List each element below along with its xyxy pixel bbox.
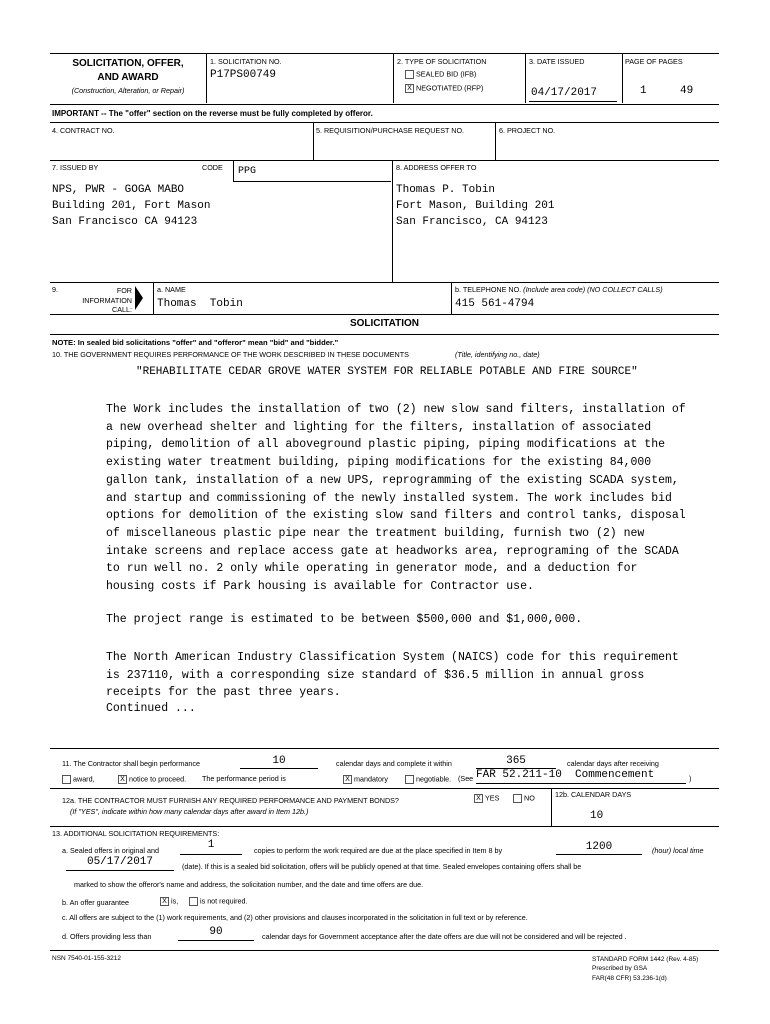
underline: [556, 854, 642, 855]
complete-label: calendar days and complete it within: [336, 759, 452, 768]
is-checkbox[interactable]: X: [160, 897, 169, 906]
nsn-number: NSN 7540-01-155-3212: [52, 955, 122, 962]
paragraph-line: intake screens and replace access gate at headworks area, reprograming of the SCADA: [106, 544, 679, 558]
copies-count[interactable]: 1: [207, 839, 215, 851]
paragraph-line: is 237110, with a corresponding size standard of $36.5 million in annual gross: [106, 668, 645, 682]
divider: [153, 282, 154, 314]
arrow-right-icon: [135, 286, 143, 310]
continued-note: Continued ...: [106, 702, 196, 715]
paragraph-line: housing costs if Park housing is available for Contractor use.: [106, 580, 534, 594]
item10-label: 10. THE GOVERNMENT REQUIRES PERFORMANCE OF THE WORK DESCRIBED IN THESE DOCUMENTS: [52, 350, 409, 359]
contract-no-label: 4. CONTRACT NO.: [52, 126, 115, 135]
paragraph-line: and startup and commissioning of the newly installed system. The work includes bid: [106, 491, 672, 505]
see-reference[interactable]: FAR 52.211-10 Commencement: [476, 769, 655, 781]
period-label: The performance period is: [202, 774, 286, 783]
divider: [392, 160, 393, 282]
paragraph-line: a new overhead shelter and lighting for the filters, installation of associated: [106, 420, 652, 434]
paragraph-line: to run well no. 2 only while operating in generator mode, and a deduction for: [106, 562, 638, 576]
negotiable-checkbox[interactable]: [405, 775, 414, 784]
divider: [525, 53, 526, 103]
page-of-pages-label: PAGE OF PAGES: [625, 57, 683, 66]
acceptance-text: calendar days for Government acceptance after the date offers are due will not be considered and will be rejected .: [262, 932, 627, 941]
form-subtitle: (Construction, Alteration, or Repair): [71, 86, 185, 95]
complete-days[interactable]: 365: [506, 755, 526, 767]
guarantee-is-not-option[interactable]: is not required.: [189, 897, 248, 906]
sealed-bid-checkbox[interactable]: [405, 70, 414, 79]
item10-hint: (Title, identifying no., date): [455, 350, 540, 359]
solicitation-no-label: 1. SOLICITATION NO.: [210, 57, 282, 66]
sealed-bid-note: NOTE: In sealed bid solicitations "offer" and "offeror" mean "bid" and "bidder.": [52, 338, 339, 347]
rule: [50, 282, 719, 283]
code-label: CODE: [202, 163, 223, 172]
divider: [393, 53, 394, 103]
rule: [50, 950, 719, 951]
award-option[interactable]: award,: [62, 775, 95, 784]
paragraph-line: gallon tank, installation of a new UPS, reprogramming of the existing SCADA system,: [106, 473, 679, 487]
contact-name[interactable]: Thomas Tobin: [157, 298, 243, 310]
rule: [50, 788, 719, 789]
offer-address: [396, 182, 554, 230]
page-number: 1: [640, 85, 647, 97]
divider: [495, 122, 496, 160]
issuer-line: San Francisco CA 94123: [52, 216, 198, 228]
negotiated-checkbox[interactable]: X: [405, 84, 414, 93]
requisition-label: 5. REQUISITION/PURCHASE REQUEST NO.: [316, 126, 465, 135]
date-issued-label: 3. DATE ISSUED: [529, 57, 585, 66]
rule: [50, 314, 719, 315]
guarantee-is-option[interactable]: X is,: [160, 897, 178, 906]
item12a-label: 12a. THE CONTRACTOR MUST FURNISH ANY REQUIRED PERFORMANCE AND PAYMENT BONDS?: [62, 796, 399, 805]
see-label: (See: [458, 774, 474, 783]
divider: [313, 122, 314, 160]
due-date[interactable]: 05/17/2017: [86, 856, 153, 868]
due-hour[interactable]: 1200: [585, 841, 613, 853]
underline: [178, 940, 254, 941]
bonds-yes-option[interactable]: X YES: [474, 794, 499, 803]
rule: [50, 826, 719, 827]
no-checkbox[interactable]: [513, 794, 522, 803]
important-note: IMPORTANT -- The "offer" section on the reverse must be fully completed by offeror.: [52, 109, 373, 118]
project-no-label: 6. PROJECT NO.: [499, 126, 556, 135]
paragraph-line: options for demolition of the existing slow sand filters and control tanks, disposal: [106, 509, 686, 523]
award-checkbox[interactable]: [62, 775, 71, 784]
rule: [50, 104, 719, 105]
form-title-line1: SOLICITATION, OFFER,: [72, 58, 184, 69]
item12a-hint: (If "YES", indicate within how many calendar days after award in Item 12b.): [70, 807, 309, 816]
paragraph-line: receipts for the past three years.: [106, 686, 341, 700]
issuer-line: Building 201, Fort Mason: [52, 200, 211, 212]
offers-less-than-label: d. Offers providing less than: [62, 932, 152, 941]
after-label: calendar days after receiving: [567, 759, 659, 768]
rule: [50, 122, 719, 123]
underline: [240, 768, 318, 769]
copies-text: copies to perform the work required are due at the place specified in Item 8 by: [254, 846, 503, 855]
paragraph-line: of miscellaneous plastic pipe near the treatment building, furnish two (2) new: [106, 526, 645, 540]
date-issued[interactable]: 04/17/2017: [531, 87, 598, 99]
total-pages: 49: [680, 85, 694, 97]
telephone-label: b. TELEPHONE NO. (Include area code) (NO COLLECT CALLS): [455, 285, 663, 294]
negotiable-option[interactable]: negotiable.: [405, 775, 451, 784]
divider: [551, 788, 552, 826]
sealed-offers-label: a. Sealed offers in original and: [62, 846, 159, 855]
offer-line: Thomas P. Tobin: [396, 184, 496, 196]
negotiated-option[interactable]: X NEGOTIATED (RFP): [405, 84, 483, 93]
close-paren: ): [689, 774, 692, 783]
yes-checkbox[interactable]: X: [474, 794, 483, 803]
underline: [180, 854, 242, 855]
notice-checkbox[interactable]: X: [118, 775, 127, 784]
offer-guarantee-label: b. An offer guarantee: [62, 898, 130, 907]
item9-number: 9.: [52, 285, 58, 294]
paragraph-line: The Work includes the installation of two (2) new slow sand filters, installation of: [106, 403, 686, 416]
divider: [206, 53, 207, 103]
is-not-checkbox[interactable]: [189, 897, 198, 906]
offers-subject-text: c. All offers are subject to the (1) work requirements, and (2) other provisions and clauses incorporated in the solicitation in full text or by reference.: [62, 913, 528, 922]
form-title-line2: AND AWARD: [97, 72, 159, 83]
hour-label: (hour) local time: [652, 846, 704, 855]
date-text: (date). If this is a sealed bid solicitation, offers will be publicly opened at that time. Sealed envelopes containing offers shall be: [182, 862, 582, 871]
telephone-number[interactable]: 415 561-4794: [455, 298, 535, 310]
notice-option[interactable]: X notice to proceed.: [118, 775, 186, 784]
address-offer-label: 8. ADDRESS OFFER TO: [396, 163, 477, 172]
item11-label: 11. The Contractor shall begin performance: [62, 759, 200, 768]
begin-days[interactable]: 10: [272, 755, 286, 767]
rule: [50, 334, 719, 335]
marked-text: marked to show the offeror's name and address, the solicitation number, and the date and time offers are due.: [74, 880, 424, 889]
issued-by-label: 7. ISSUED BY: [52, 163, 99, 172]
underline: [66, 870, 174, 871]
item13-label: 13. ADDITIONAL SOLICITATION REQUIREMENTS:: [52, 829, 220, 838]
item12b-label: 12b. CALENDAR DAYS: [555, 790, 632, 799]
header-top-rule: [50, 53, 719, 54]
sealed-bid-option[interactable]: SEALED BID (IFB): [405, 70, 476, 79]
issuer-line: NPS, PWR - GOGA MABO: [52, 184, 185, 196]
divider: [622, 53, 623, 103]
paragraph-line: piping, demolition of all aboveground plastic piping, piping modifications at the: [106, 438, 665, 452]
divider: [451, 282, 452, 314]
project-range: The project range is estimated to be between $500,000 and $1,000,000.: [106, 613, 583, 626]
offer-line: San Francisco, CA 94123: [396, 216, 548, 228]
mandatory-checkbox[interactable]: X: [343, 775, 352, 784]
bond-calendar-days[interactable]: 10: [590, 810, 604, 822]
bonds-no-option[interactable]: NO: [513, 794, 535, 803]
acceptance-days[interactable]: 90: [209, 926, 223, 938]
date-underline: [529, 101, 617, 102]
mandatory-option[interactable]: X mandatory: [343, 775, 388, 784]
paragraph-line: existing water treatment building, piping modifications for the existing 84,000: [106, 456, 652, 470]
issuer-code[interactable]: PPG: [233, 161, 391, 182]
solicitation-no[interactable]: P17PS00749: [210, 69, 277, 81]
underline: [476, 783, 686, 784]
naics-paragraph: [106, 649, 679, 702]
rule: [50, 748, 719, 749]
for-information-call: FOR INFORMATION CALL:: [82, 286, 132, 315]
project-title: "REHABILITATE CEDAR GROVE WATER SYSTEM FOR RELIABLE POTABLE AND FIRE SOURCE": [136, 366, 638, 378]
form-footer: STANDARD FORM 1442 (Rev. 4-85) Prescribed by GSA FAR(48 CFR) 53.236-1(d): [592, 956, 699, 982]
work-description: [106, 401, 686, 596]
paragraph-line: The North American Industry Classification System (NAICS) code for this requirement: [106, 651, 679, 664]
solicitation-heading: SOLICITATION: [349, 318, 420, 329]
offer-line: Fort Mason, Building 201: [396, 200, 555, 212]
issuer-address: [52, 182, 210, 230]
name-label: a. NAME: [157, 285, 186, 294]
type-of-solicitation-label: 2. TYPE OF SOLICITATION: [397, 57, 487, 66]
